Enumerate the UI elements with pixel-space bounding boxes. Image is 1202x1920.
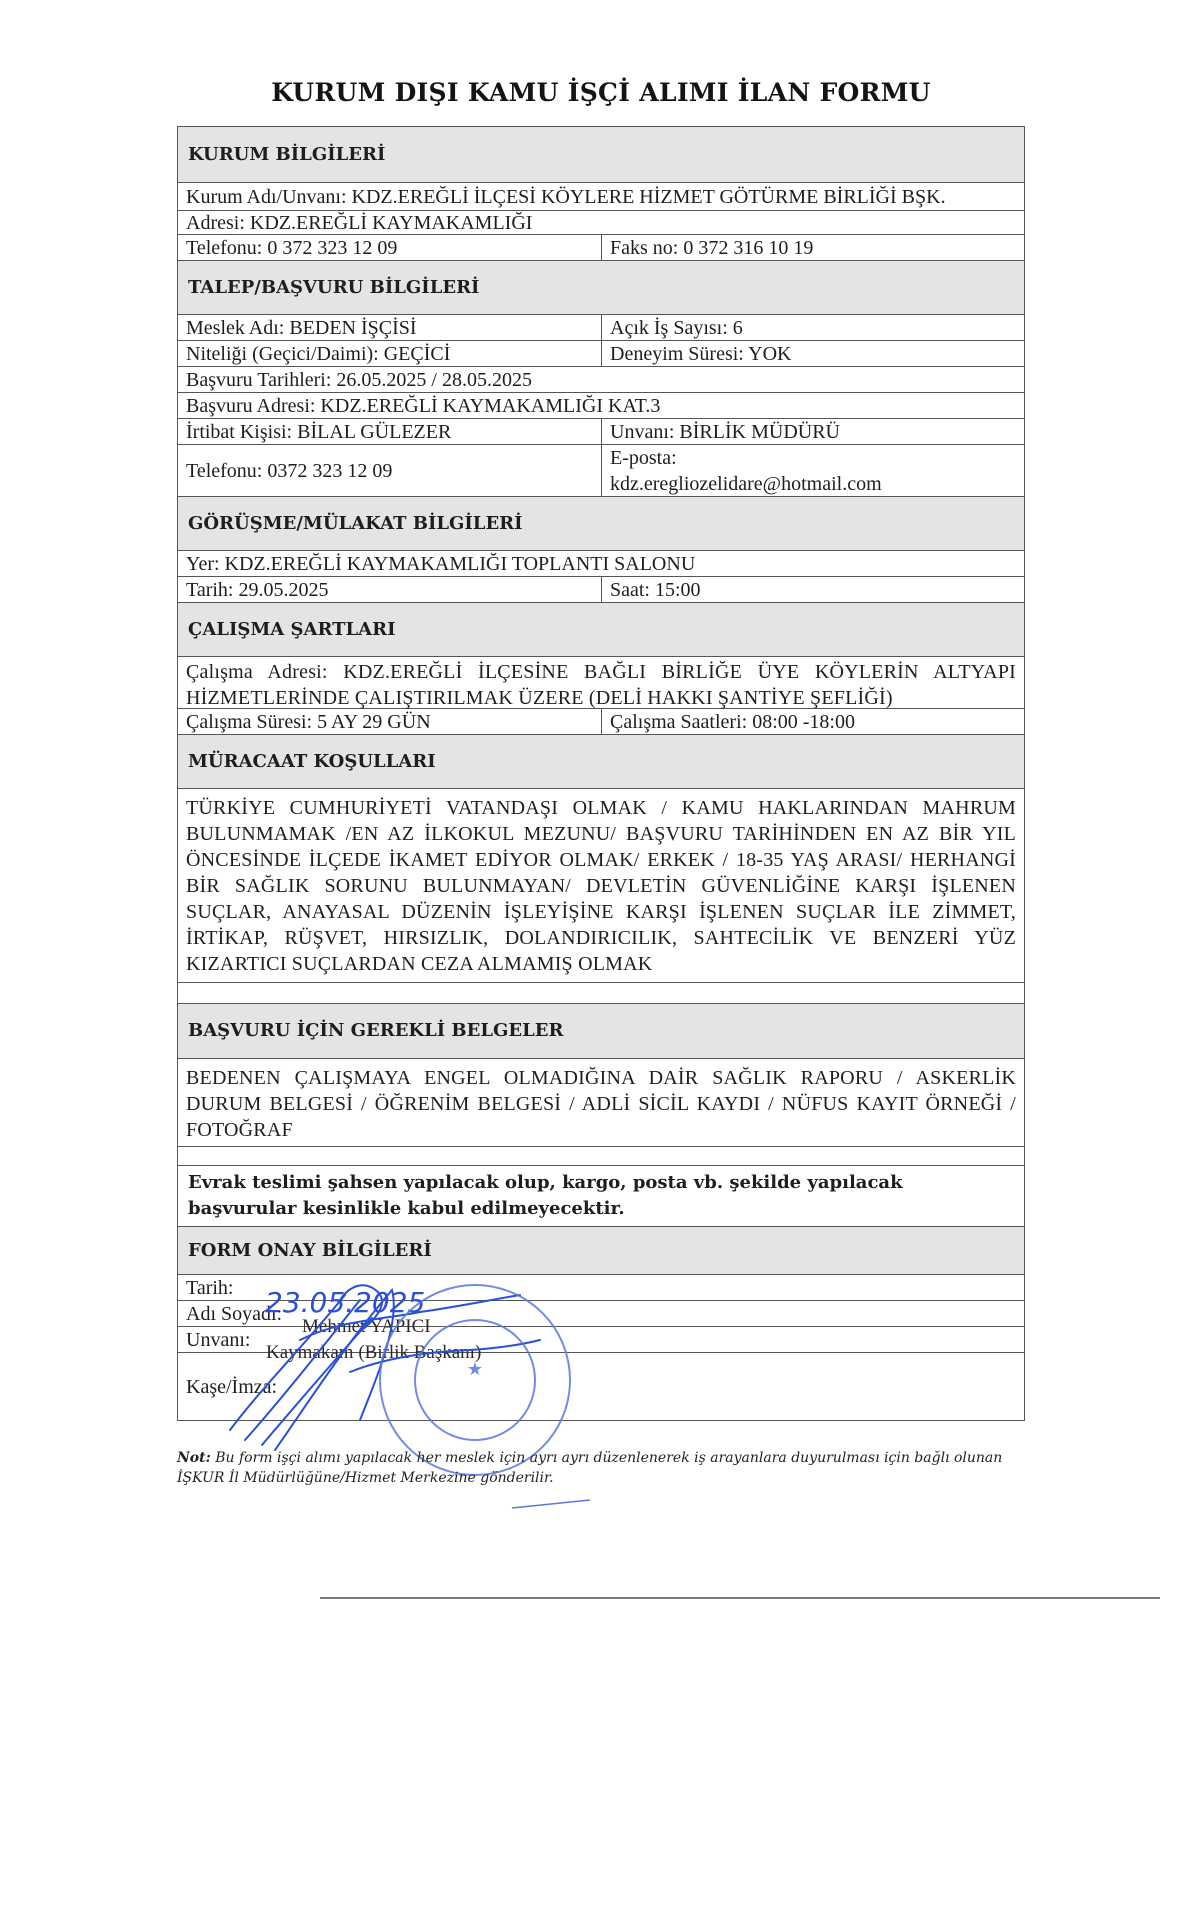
row-onay-kase bbox=[178, 1353, 1024, 1420]
row-belgeler bbox=[178, 1059, 1024, 1147]
gorusme-saati: Saat: 15:00 bbox=[601, 577, 1024, 602]
row-kurum-adi bbox=[178, 183, 1024, 211]
basvuru-adresi: Başvuru Adresi: KDZ.EREĞLİ KAYMAKAMLIĞI KAT.3 bbox=[186, 394, 661, 417]
row-kurum-telefon bbox=[178, 235, 1024, 261]
deneyim-suresi: Deneyim Süresi: YOK bbox=[601, 341, 1024, 366]
kase-imza-label: Kaşe/İmza: bbox=[186, 1375, 278, 1398]
section-title: FORM ONAY BİLGİLERİ bbox=[188, 1239, 432, 1261]
row-muracaat-kosullari bbox=[178, 789, 1024, 983]
section-muracaat-header bbox=[178, 735, 1024, 789]
bottom-rule bbox=[320, 1597, 1160, 1599]
section-title: BAŞVURU İÇİN GEREKLİ BELGELER bbox=[188, 1020, 564, 1041]
row-gorusme-tarih bbox=[178, 577, 1024, 603]
irtibat-unvani: Unvanı: BİRLİK MÜDÜRÜ bbox=[601, 419, 1024, 444]
onay-tarih-label: Tarih: bbox=[186, 1276, 234, 1299]
section-onay-header bbox=[178, 1227, 1024, 1275]
svg-text:Mehmet YAPICI: Mehmet YAPICI bbox=[302, 1316, 431, 1337]
onay-adi-soyadi-label: Adı Soyadı: bbox=[186, 1302, 283, 1325]
row-irtibat bbox=[178, 419, 1024, 445]
note-prefix: Not: bbox=[177, 1450, 211, 1466]
kurum-adi: Kurum Adı/Unvanı: KDZ.EREĞLİ İLÇESİ KÖYLERE HİZMET GÖTÜRME BİRLİĞİ BŞK. bbox=[186, 185, 946, 208]
gerekli-belgeler-text: BEDENEN ÇALIŞMAYA ENGEL OLMADIĞINA DAİR SAĞLIK RAPORU / ASKERLİK DURUM BELGESİ / ÖĞRENİM BELGESİ / ADLİ SİCİL KAYDI / NÜFUS KAYIT ÖRNEĞİ / FOTOĞRAF bbox=[186, 1067, 1016, 1141]
svg-text:★: ★ bbox=[466, 1359, 484, 1380]
gorusme-yeri: Yer: KDZ.EREĞLİ KAYMAKAMLIĞI TOPLANTI SALONU bbox=[186, 552, 696, 575]
eposta-value: kdz.eregliozelidare@hotmail.com bbox=[610, 473, 882, 495]
kurum-telefon: Telefonu: 0 372 323 12 09 bbox=[186, 236, 398, 259]
section-title: GÖRÜŞME/MÜLAKAT BİLGİLERİ bbox=[188, 512, 523, 534]
section-calisma-header bbox=[178, 603, 1024, 657]
form-title: KURUM DIŞI KAMU İŞÇİ ALIMI İLAN FORMU bbox=[271, 78, 931, 107]
row-calisma-adresi bbox=[178, 657, 1024, 709]
section-kurum-header bbox=[178, 127, 1024, 183]
section-title: TALEP/BAŞVURU BİLGİLERİ bbox=[188, 276, 480, 298]
irtibat-telefonu: Telefonu: 0372 323 12 09 bbox=[186, 459, 393, 482]
form-table bbox=[177, 126, 1025, 1421]
row-kurum-adres bbox=[178, 211, 1024, 235]
svg-text:Kaymakam (Birlik Başkanı): Kaymakam (Birlik Başkanı) bbox=[266, 1342, 482, 1363]
row-basvuru-tarihleri bbox=[178, 367, 1024, 393]
calisma-suresi: Çalışma Süresi: 5 AY 29 GÜN bbox=[186, 710, 431, 733]
section-talep-header bbox=[178, 261, 1024, 315]
section-belgeler-header bbox=[178, 1003, 1024, 1059]
section-title: KURUM BİLGİLERİ bbox=[188, 143, 386, 165]
svg-text:23.05.2025: 23.05.2025 bbox=[265, 1286, 426, 1319]
row-onay-adi bbox=[178, 1301, 1024, 1327]
row-basvuru-adresi bbox=[178, 393, 1024, 419]
note-text: Bu form işçi alımı yapılacak her meslek için ayrı ayrı düzenlenerek iş arayanlara duyurulması için bağlı olunan İŞKUR İl Müdürlüğüne/Hizmet Merkezine gönderilir. bbox=[177, 1450, 1003, 1486]
row-onay-tarih bbox=[178, 1275, 1024, 1301]
meslek-adi: Meslek Adı: BEDEN İŞÇİSİ bbox=[186, 316, 417, 339]
calisma-saatleri: Çalışma Saatleri: 08:00 -18:00 bbox=[601, 709, 1024, 734]
row-onay-unvan bbox=[178, 1327, 1024, 1353]
gorusme-tarihi: Tarih: 29.05.2025 bbox=[186, 578, 329, 601]
section-title: ÇALIŞMA ŞARTLARI bbox=[188, 618, 396, 640]
section-gorusme-header bbox=[178, 497, 1024, 551]
evrak-teslim-uyarisi: Evrak teslimi şahsen yapılacak olup, kargo, posta vb. şekilde yapılacak başvurular kesinlikle kabul edilmeyecektir. bbox=[188, 1172, 903, 1219]
row-gorusme-yer bbox=[178, 551, 1024, 577]
row-evrak-uyari bbox=[178, 1165, 1024, 1227]
onay-unvani-label: Unvanı: bbox=[186, 1328, 251, 1351]
kurum-adres: Adresi: KDZ.EREĞLİ KAYMAKAMLIĞI bbox=[186, 211, 533, 234]
row-calisma-suresi bbox=[178, 709, 1024, 735]
section-title: MÜRACAAT KOŞULLARI bbox=[188, 750, 436, 772]
basvuru-tarihleri: Başvuru Tarihleri: 26.05.2025 / 28.05.2025 bbox=[186, 368, 532, 391]
row-meslek bbox=[178, 315, 1024, 341]
row-nitelik bbox=[178, 341, 1024, 367]
acik-is-sayisi: Açık İş Sayısı: 6 bbox=[601, 315, 1024, 340]
niteligi: Niteliği (Geçici/Daimi): GEÇİCİ bbox=[186, 342, 451, 365]
eposta-label: E-posta: bbox=[610, 447, 677, 469]
row-iletisim bbox=[178, 445, 1024, 497]
muracaat-kosullari-text: TÜRKİYE CUMHURİYETİ VATANDAŞI OLMAK / KAMU HAKLARINDAN MAHRUM BULUNMAMAK /EN AZ İLKOKUL MEZUNU/ BAŞVURU TARİHİNDEN EN AZ BİR YIL ÖNCESİNDE İLÇEDE İKAMET EDİYOR OLMAK/ ERKEK / 18-35 YAŞ ARASI/ HERHANGİ BİR SAĞLIK SORUNU BULUNMAYAN/ DEVLETİN GÜVENLİĞİNE KARŞI İŞLENEN SUÇLAR, ANAYASAL DÜZENİN İŞLEYİŞİNE KARŞI İŞLENEN SUÇLAR İLE ZİMMET, İRTİKAP, RÜŞVET, HIRSIZLIK, DOLANDIRICILIK, SAHTECİLİK VE BENZERİ YÜZ KIZARTICI SUÇLARDAN CEZA ALMAMIŞ OLMAK bbox=[186, 797, 1016, 975]
calisma-adresi: Çalışma Adresi: KDZ.EREĞLİ İLÇESİNE BAĞLI BİRLİĞE ÜYE KÖYLERİN ALTYAPI HİZMETLERİNDE ÇALIŞTIRILMAK ÜZERE (DELİ HAKKI ŞANTİYE ŞEFLİĞİ) bbox=[186, 661, 1016, 709]
irtibat-kisisi: İrtibat Kişisi: BİLAL GÜLEZER bbox=[186, 420, 452, 443]
footer-note bbox=[177, 1448, 1037, 1488]
kurum-faks: Faks no: 0 372 316 10 19 bbox=[601, 235, 1024, 260]
